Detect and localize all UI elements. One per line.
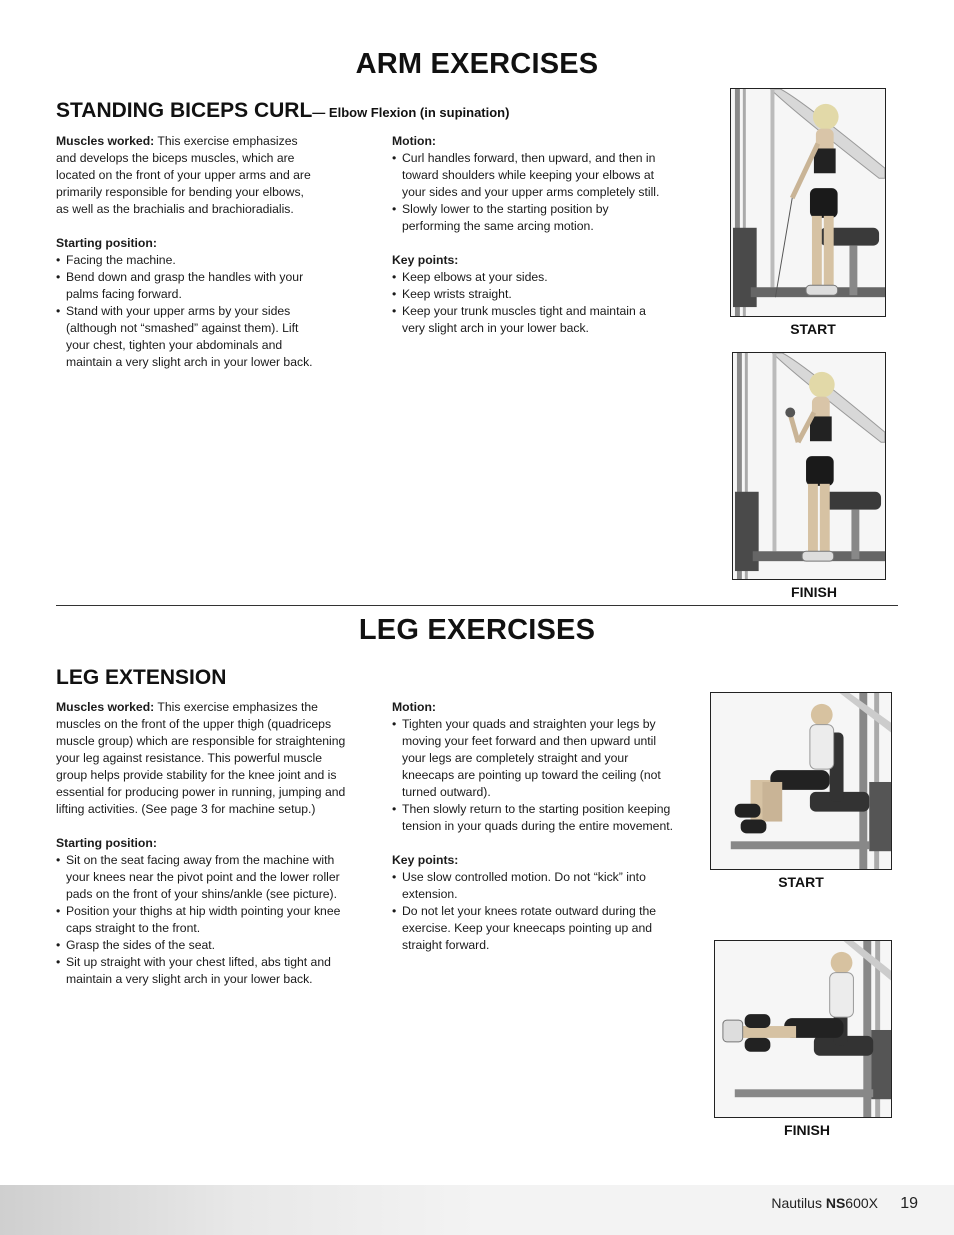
biceps-muscles-text: This exercise emphasizes and develops the biceps muscles, which are located on the front of your upper arms and are primarily responsible for bending your elbows, as well as the brachialis and brachioradialis. — [56, 134, 311, 216]
footer-brand — [771, 1195, 878, 1211]
section-divider — [56, 605, 898, 606]
leg-left-column — [56, 699, 348, 988]
list-item: • Facing the machine. — [56, 252, 318, 269]
leg-motion-list — [392, 716, 674, 835]
list-item: • Curl handles forward, then upward, and then in toward shoulders while keeping your elbows at your sides and your upper arms completely still. — [392, 150, 660, 201]
biceps-left-column — [56, 133, 318, 371]
list-item: • Keep wrists straight. — [392, 286, 660, 303]
leg-starting-label: Starting position: — [56, 836, 157, 850]
leg-starting-list — [56, 852, 348, 988]
biceps-start-photo — [730, 88, 886, 317]
brand-prefix: Nautilus — [771, 1195, 826, 1211]
biceps-starting-list — [56, 252, 318, 371]
leg-key-label: Key points: — [392, 853, 459, 867]
biceps-key-label: Key points: — [392, 253, 459, 267]
brand-bold: NS — [825, 1195, 846, 1211]
biceps-muscles-label: Muscles worked: — [56, 134, 155, 148]
list-item: • Use slow controlled motion. Do not “kick” into extension. — [392, 869, 674, 903]
leg-section-title: LEG EXERCISES — [358, 614, 596, 646]
list-item: • Tighten your quads and straighten your legs by moving your feet forward and then upward until your legs are completely straight and your kneecaps are pointing up toward the ceiling (not turned outward). — [392, 716, 674, 801]
list-item: • Do not let your knees rotate outward during the exercise. Keep your kneecaps pointing up and straight forward. — [392, 903, 674, 954]
list-item: • Stand with your upper arms by your sides (although not “smashed” against them). Lift your chest, tighten your abdominals and maintain a very slight arch in your lower back. — [56, 303, 318, 371]
arm-section-title: ARM EXERCISES — [355, 48, 599, 80]
leg-finish-photo — [714, 940, 892, 1118]
list-item: • Sit up straight with your chest lifted, abs tight and maintain a very slight arch in your lower back. — [56, 954, 348, 988]
list-item: • Then slowly return to the starting position keeping tension in your quads during the entire movement. — [392, 801, 674, 835]
list-item: • Bend down and grasp the handles with your palms facing forward. — [56, 269, 318, 303]
biceps-curl-heading — [56, 99, 509, 123]
list-item: • Keep elbows at your sides. — [392, 269, 660, 286]
list-item: • Keep your trunk muscles tight and maintain a very slight arch in your lower back. — [392, 303, 660, 337]
leg-start-caption: START — [778, 874, 824, 890]
biceps-finish-photo — [732, 352, 886, 580]
list-item: • Sit on the seat facing away from the machine with your knees near the pivot point and the lower roller pads on the front of your shins/ankle (see picture). — [56, 852, 348, 903]
leg-finish-caption: FINISH — [784, 1122, 830, 1138]
leg-right-column — [392, 699, 674, 954]
list-item: • Grasp the sides of the seat. — [56, 937, 348, 954]
leg-extension-heading: LEG EXTENSION — [56, 666, 227, 689]
leg-muscles-text: This exercise emphasizes the muscles on the front of the upper thigh (quadriceps muscle group) which are responsible for straightening your leg against resistance. This powerful muscle group helps provide stability for the knee joint and is essential for producing power in running, jumping and lifting activities. (See page 3 for machine setup.) — [56, 700, 346, 816]
biceps-curl-title: STANDING BICEPS CURL — [56, 99, 313, 122]
leg-muscles-paragraph — [56, 699, 348, 818]
biceps-start-caption: START — [790, 321, 836, 337]
brand-suffix: 600X — [845, 1195, 878, 1211]
biceps-finish-caption: FINISH — [791, 584, 837, 600]
leg-start-photo — [710, 692, 892, 870]
page-number: 19 — [900, 1195, 918, 1212]
biceps-key-list — [392, 269, 660, 337]
biceps-curl-subtitle: — Elbow Flexion (in supination) — [312, 105, 510, 120]
page-footer — [0, 1185, 954, 1235]
biceps-motion-label: Motion: — [392, 134, 436, 148]
biceps-motion-list — [392, 150, 660, 235]
leg-muscles-label: Muscles worked: — [56, 700, 155, 714]
leg-motion-label: Motion: — [392, 700, 436, 714]
biceps-starting-label: Starting position: — [56, 236, 157, 250]
biceps-right-column — [392, 133, 660, 337]
list-item: • Slowly lower to the starting position by performing the same arcing motion. — [392, 201, 660, 235]
list-item: • Position your thighs at hip width pointing your knee caps straight to the front. — [56, 903, 348, 937]
leg-key-list — [392, 869, 674, 954]
biceps-muscles-paragraph — [56, 133, 318, 218]
